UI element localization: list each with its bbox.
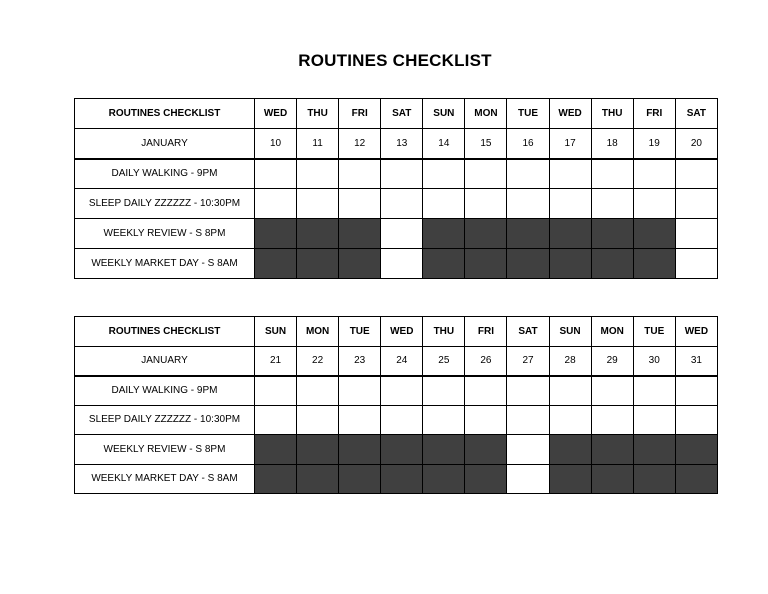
check-cell[interactable] (633, 376, 675, 406)
check-cell[interactable] (507, 189, 549, 219)
routines-table-1 (74, 98, 718, 279)
date-cell: 22 (297, 346, 339, 376)
check-cell[interactable] (507, 405, 549, 435)
shaded-cell (591, 219, 633, 249)
check-cell[interactable] (423, 189, 465, 219)
check-cell[interactable] (549, 405, 591, 435)
date-cell: 24 (381, 346, 423, 376)
check-cell[interactable] (591, 405, 633, 435)
shaded-cell (675, 464, 717, 494)
day-header: FRI (339, 99, 381, 129)
header-label: ROUTINES CHECKLIST (75, 99, 255, 129)
date-cell: 31 (675, 346, 717, 376)
shaded-cell (465, 435, 507, 465)
day-header: WED (675, 317, 717, 347)
shaded-cell (423, 435, 465, 465)
routine-row (75, 249, 718, 279)
check-cell[interactable] (339, 376, 381, 406)
routine-label: DAILY WALKING - 9PM (75, 376, 255, 406)
date-cell: 12 (339, 129, 381, 159)
check-cell[interactable] (507, 376, 549, 406)
shaded-cell (255, 435, 297, 465)
check-cell[interactable] (507, 159, 549, 189)
shaded-cell (633, 219, 675, 249)
check-cell[interactable] (381, 219, 423, 249)
day-header: FRI (465, 317, 507, 347)
month-row (75, 346, 718, 376)
check-cell[interactable] (255, 405, 297, 435)
day-header: SAT (675, 99, 717, 129)
routine-row (75, 189, 718, 219)
check-cell[interactable] (507, 435, 549, 465)
date-cell: 18 (591, 129, 633, 159)
shaded-cell (339, 464, 381, 494)
day-header: MON (297, 317, 339, 347)
day-header: SUN (549, 317, 591, 347)
check-cell[interactable] (675, 376, 717, 406)
shaded-cell (255, 464, 297, 494)
date-cell: 23 (339, 346, 381, 376)
check-cell[interactable] (423, 405, 465, 435)
date-cell: 19 (633, 129, 675, 159)
check-cell[interactable] (675, 249, 717, 279)
shaded-cell (591, 249, 633, 279)
check-cell[interactable] (339, 159, 381, 189)
day-header: WED (255, 99, 297, 129)
check-cell[interactable] (423, 159, 465, 189)
shaded-cell (255, 219, 297, 249)
shaded-cell (423, 249, 465, 279)
date-cell: 14 (423, 129, 465, 159)
shaded-cell (255, 249, 297, 279)
day-header: TUE (633, 317, 675, 347)
routine-label: SLEEP DAILY ZZZZZZ - 10:30PM (75, 189, 255, 219)
check-cell[interactable] (591, 376, 633, 406)
check-cell[interactable] (633, 189, 675, 219)
header-row (75, 317, 718, 347)
check-cell[interactable] (297, 376, 339, 406)
shaded-cell (633, 249, 675, 279)
check-cell[interactable] (255, 159, 297, 189)
check-cell[interactable] (339, 189, 381, 219)
shaded-cell (465, 219, 507, 249)
shaded-cell (423, 219, 465, 249)
check-cell[interactable] (381, 159, 423, 189)
shaded-cell (339, 219, 381, 249)
header-row (75, 99, 718, 129)
shaded-cell (507, 219, 549, 249)
routine-label: SLEEP DAILY ZZZZZZ - 10:30PM (75, 405, 255, 435)
check-cell[interactable] (549, 189, 591, 219)
shaded-cell (465, 249, 507, 279)
check-cell[interactable] (255, 376, 297, 406)
shaded-cell (423, 464, 465, 494)
shaded-cell (675, 435, 717, 465)
check-cell[interactable] (591, 159, 633, 189)
check-cell[interactable] (465, 189, 507, 219)
check-cell[interactable] (549, 376, 591, 406)
check-cell[interactable] (297, 189, 339, 219)
date-cell: 11 (297, 129, 339, 159)
day-header: TUE (339, 317, 381, 347)
day-header: SAT (381, 99, 423, 129)
shaded-cell (549, 464, 591, 494)
shaded-cell (549, 435, 591, 465)
day-header: THU (423, 317, 465, 347)
routine-row (75, 219, 718, 249)
shaded-cell (297, 435, 339, 465)
routine-label: WEEKLY REVIEW - S 8PM (75, 435, 255, 465)
header-label: ROUTINES CHECKLIST (75, 317, 255, 347)
day-header: THU (591, 99, 633, 129)
check-cell[interactable] (255, 189, 297, 219)
check-cell[interactable] (507, 464, 549, 494)
routine-row (75, 435, 718, 465)
routine-label: WEEKLY REVIEW - S 8PM (75, 219, 255, 249)
shaded-cell (297, 249, 339, 279)
shaded-cell (591, 464, 633, 494)
check-cell[interactable] (381, 249, 423, 279)
date-cell: 30 (633, 346, 675, 376)
date-cell: 20 (675, 129, 717, 159)
check-cell[interactable] (339, 405, 381, 435)
day-header: SAT (507, 317, 549, 347)
date-cell: 25 (423, 346, 465, 376)
routine-label: WEEKLY MARKET DAY - S 8AM (75, 464, 255, 494)
day-header: MON (465, 99, 507, 129)
check-cell[interactable] (675, 189, 717, 219)
shaded-cell (297, 219, 339, 249)
routine-row (75, 405, 718, 435)
day-header: SUN (423, 99, 465, 129)
page-title: ROUTINES CHECKLIST (298, 51, 492, 70)
shaded-cell (381, 435, 423, 465)
check-cell[interactable] (423, 376, 465, 406)
check-cell[interactable] (675, 405, 717, 435)
date-cell: 13 (381, 129, 423, 159)
check-cell[interactable] (675, 159, 717, 189)
check-cell[interactable] (297, 405, 339, 435)
day-header: MON (591, 317, 633, 347)
shaded-cell (549, 249, 591, 279)
day-header: SUN (255, 317, 297, 347)
shaded-cell (591, 435, 633, 465)
shaded-cell (381, 464, 423, 494)
day-header: WED (549, 99, 591, 129)
month-label: JANUARY (75, 346, 255, 376)
month-row (75, 129, 718, 159)
check-cell[interactable] (465, 376, 507, 406)
routine-row (75, 376, 718, 406)
date-cell: 29 (591, 346, 633, 376)
shaded-cell (297, 464, 339, 494)
shaded-cell (465, 464, 507, 494)
shaded-cell (339, 435, 381, 465)
routine-label: WEEKLY MARKET DAY - S 8AM (75, 249, 255, 279)
check-cell[interactable] (381, 189, 423, 219)
routine-label: DAILY WALKING - 9PM (75, 159, 255, 189)
date-cell: 17 (549, 129, 591, 159)
check-cell[interactable] (633, 405, 675, 435)
day-header: FRI (633, 99, 675, 129)
check-cell[interactable] (381, 376, 423, 406)
shaded-cell (549, 219, 591, 249)
shaded-cell (633, 435, 675, 465)
shaded-cell (339, 249, 381, 279)
check-cell[interactable] (633, 159, 675, 189)
shaded-cell (507, 249, 549, 279)
check-cell[interactable] (465, 159, 507, 189)
check-cell[interactable] (675, 219, 717, 249)
date-cell: 21 (255, 346, 297, 376)
date-cell: 28 (549, 346, 591, 376)
date-cell: 16 (507, 129, 549, 159)
routines-table-2 (74, 316, 718, 494)
shaded-cell (633, 464, 675, 494)
day-header: WED (381, 317, 423, 347)
check-cell[interactable] (591, 189, 633, 219)
check-cell[interactable] (549, 159, 591, 189)
check-cell[interactable] (297, 159, 339, 189)
date-cell: 15 (465, 129, 507, 159)
date-cell: 10 (255, 129, 297, 159)
day-header: TUE (507, 99, 549, 129)
check-cell[interactable] (381, 405, 423, 435)
routine-row (75, 464, 718, 494)
check-cell[interactable] (465, 405, 507, 435)
day-header: THU (297, 99, 339, 129)
routine-row (75, 159, 718, 189)
date-cell: 27 (507, 346, 549, 376)
date-cell: 26 (465, 346, 507, 376)
month-label: JANUARY (75, 129, 255, 159)
